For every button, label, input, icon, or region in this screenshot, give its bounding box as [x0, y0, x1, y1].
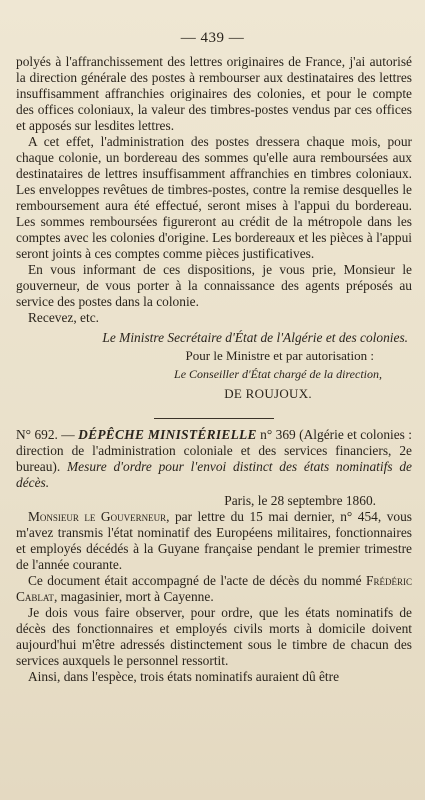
page-body	[16, 54, 412, 685]
letter-paragraph-3: Je dois vous faire observer, pour ordre, que les états nominatifs de décès des fonctionnaires et employés civils morts à domicile doivent aujourd'hui m'être adressés distinctement sous le timbre de chacun des services auxquels le personnel ressortit.	[16, 605, 412, 668]
entry-reference: n° 369 (Algérie et colonies : direction de l'administration coloniale et des services financiers, 2e bureau).	[16, 427, 413, 474]
letter-p1-text: , par lettre du 15 mai dernier, n° 454, vous m'avez transmis l'état nominatif des Européens militaires, fonctionnaires et employés décédés à la Guyane française pendant le premier trimestre de l'année courante.	[16, 509, 412, 572]
letter-paragraph-2	[16, 573, 412, 605]
page-number: — 439 —	[180, 30, 245, 46]
paragraph-continuation: polyés à l'affranchissement des lettres originaires de France, j'ai autorisé la direction générale des postes à rembourser aux destinataires des lettres insuffisamment affranchies originaires des colonies, et pour le compte des offices coloniaux, la valeur des timbres-postes vendus par ces offices et apposés sur lesdites lettres.	[16, 54, 412, 133]
entry-dash: —	[57, 427, 79, 442]
letter-paragraph-4: Ainsi, dans l'espèce, trois états nominatifs auraient dû être	[28, 669, 340, 684]
entry-subject: Mesure d'ordre pour l'envoi distinct des états nominatifs de décès.	[16, 459, 412, 490]
entry-heading	[16, 427, 412, 491]
section-divider	[154, 418, 274, 419]
paragraph-postal-procedure: A cet effet, l'administration des postes dressera chaque mois, pour chaque colonie, un bordereau des sommes qu'elle aura remboursées aux destinataires de lettres insuffisamment affranchies en timbres coloniaux. Les enveloppes revêtues de timbres-postes, contre la remise desquelles le remboursement aura été effectué, seront mises à l'appui du bordereau. Les sommes remboursées figureront au crédit de la métropole dans les comptes avec les colonies d'origine. Les bordereaux et les pièces à l'appui seront joints à ces comptes comme pièces justificatives.	[16, 134, 412, 261]
signature-name: DE ROUJOUX.	[224, 386, 312, 401]
paragraph-closing: Recevez, etc.	[28, 310, 99, 325]
letter-p2-start: Ce document était accompagné de l'acte de décès du nommé	[28, 573, 367, 588]
letter-salutation: Monsieur le Gouverneur	[28, 509, 167, 524]
letter-p2-name: Frédéric Cablat	[16, 573, 412, 604]
signature-councillor: Le Conseiller d'État chargé de la direction,	[174, 367, 382, 381]
paragraph-request: En vous informant de ces dispositions, je vous prie, Monsieur le gouverneur, de vous porter à la connaissance des agents préposés au service des postes dans la colonie.	[16, 262, 412, 309]
entry-title: DÉPÊCHE MINISTÉRIELLE	[78, 427, 257, 442]
entry-dateline: Paris, le 28 septembre 1860.	[224, 493, 376, 508]
letter-p2-end: , magasinier, mort à Cayenne.	[53, 589, 214, 604]
signature-minister-title: Le Ministre Secrétaire d'État de l'Algérie et des colonies.	[102, 330, 408, 345]
signature-authorization: Pour le Ministre et par autorisation :	[185, 348, 374, 363]
letter-paragraph-1	[16, 509, 412, 573]
entry-number: N° 692.	[16, 427, 58, 442]
